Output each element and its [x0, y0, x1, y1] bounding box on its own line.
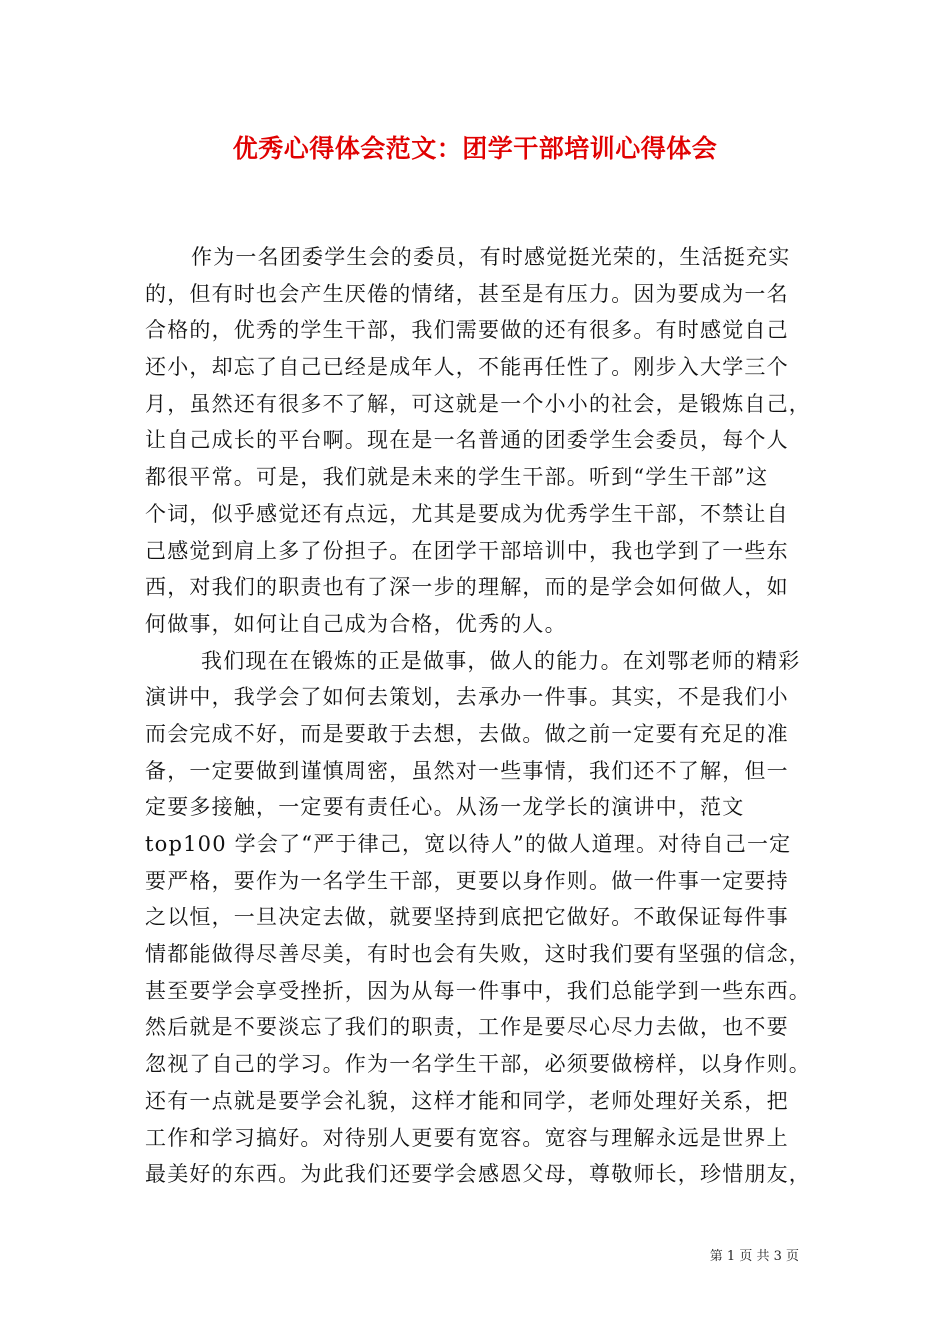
body-line: 都很平常。可是，我们就是未来的学生干部。听到“学生干部”这	[145, 465, 769, 490]
document-title: 优秀心得体会范文：团学干部培训心得体会	[232, 134, 718, 163]
body-line: 甚至要学会享受挫折，因为从每一件事中，我们总能学到一些东西。	[145, 978, 811, 1003]
body-line: 备，一定要做到谨慎周密，虽然对一些事情，我们还不了解，但一	[145, 758, 789, 783]
body-line: 我们现在在锻炼的正是做事，做人的能力。在刘鄂老师的精彩	[201, 648, 801, 673]
body-line: 忽视了自己的学习。作为一名学生干部，必须要做榜样，以身作则。	[145, 1052, 811, 1077]
body-line: 西，对我们的职责也有了深一步的理解，而的是学会如何做人，如	[145, 575, 789, 600]
body-line: 演讲中，我学会了如何去策划，去承办一件事。其实，不是我们小	[145, 685, 789, 710]
body-line: 合格的，优秀的学生干部，我们需要做的还有很多。有时感觉自己	[145, 318, 789, 343]
document-body	[145, 239, 825, 1193]
body-line: 让自己成长的平台啊。现在是一名普通的团委学生会委员，每个人	[145, 428, 789, 453]
body-line: 还有一点就是要学会礼貌，这样才能和同学，老师处理好关系，把	[145, 1088, 789, 1113]
body-line: 月，虽然还有很多不了解，可这就是一个小小的社会，是锻炼自己，	[145, 391, 811, 416]
body-line: 个词，似乎感觉还有点远，尤其是要成为优秀学生干部，不禁让自	[145, 501, 789, 526]
body-line: 定要多接触，一定要有责任心。从汤一龙学长的演讲中，范文	[145, 795, 745, 820]
body-line: 最美好的东西。为此我们还要学会感恩父母，尊敬师长，珍惜朋友，	[145, 1162, 811, 1187]
body-line: 还小，却忘了自己已经是成年人，不能再任性了。刚步入大学三个	[145, 355, 789, 380]
body-line: 然后就是不要淡忘了我们的职责，工作是要尽心尽力去做，也不要	[145, 1015, 789, 1040]
body-line: 而会完成不好，而是要敢于去想，去做。做之前一定要有充足的准	[145, 721, 789, 746]
body-line: 作为一名团委学生会的委员，有时感觉挺光荣的，生活挺充实	[191, 245, 791, 269]
body-line: 工作和学习搞好。对待别人更要有宽容。宽容与理解永远是世界上	[145, 1125, 789, 1150]
body-line: 何做事，如何让自己成为合格，优秀的人。	[145, 611, 567, 636]
body-line: 要严格，要作为一名学生干部，更要以身作则。做一件事一定要持	[145, 868, 789, 893]
body-line: 情都能做得尽善尽美，有时也会有失败，这时我们要有坚强的信念，	[145, 942, 811, 967]
body-line: 之以恒，一旦决定去做，就要坚持到底把它做好。不敢保证每件事	[145, 905, 789, 930]
body-line: 己感觉到肩上多了份担子。在团学干部培训中，我也学到了一些东	[145, 538, 789, 563]
page-number: 第 1 页 共 3 页	[709, 1249, 799, 1264]
body-line: top100 学会了“严于律己，宽以待人”的做人道理。对待自己一定	[145, 832, 792, 856]
body-line: 的，但有时也会产生厌倦的情绪，甚至是有压力。因为要成为一名	[145, 281, 789, 306]
